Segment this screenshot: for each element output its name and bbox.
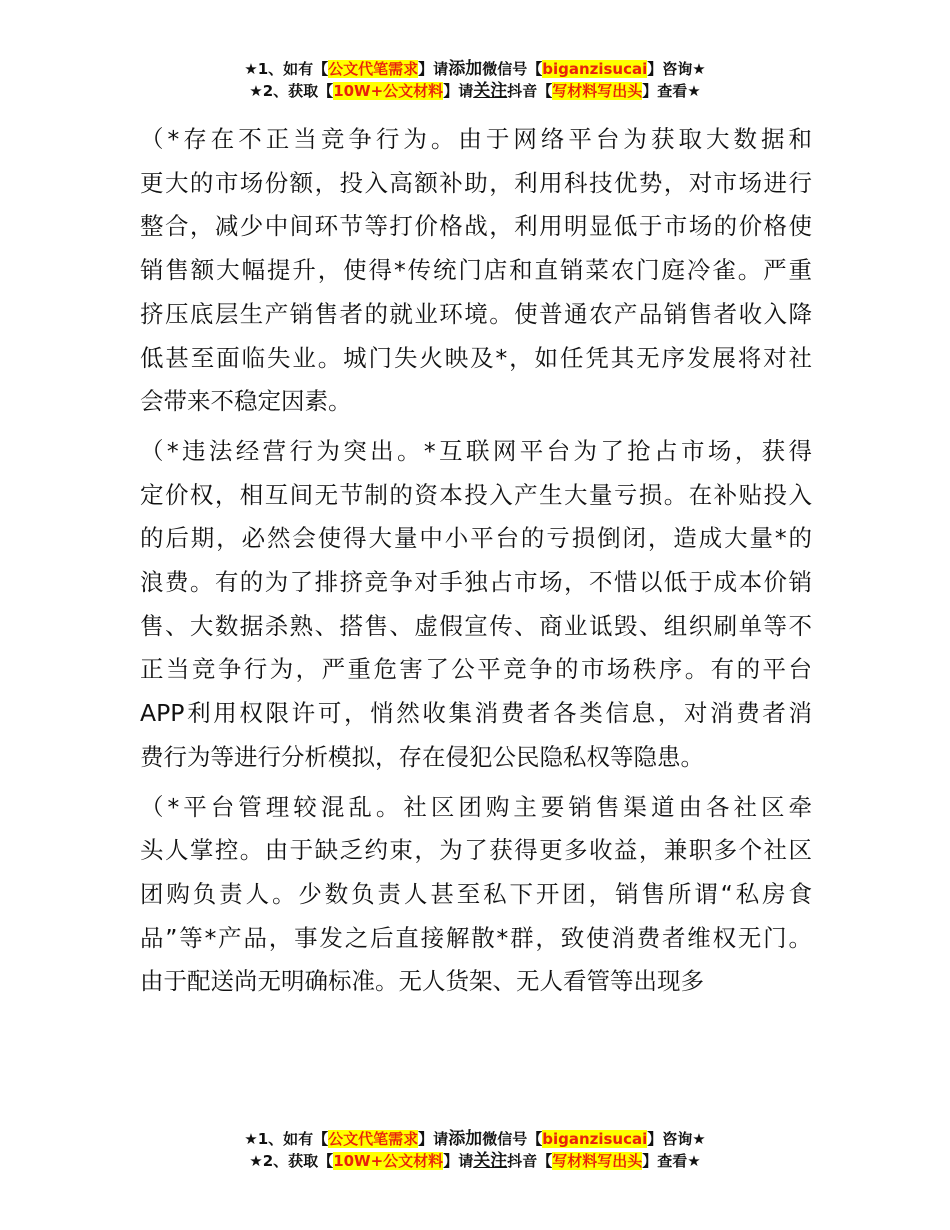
paragraph-unfair-competition: （*存在不正当竞争行为。由于网络平台为获取大数据和 更大的市场份额，投入高额补助，利用科技优势，对市场进行 整合，减少中间环节等打价格战，利用明显低于市场的价格使 销售额大幅提升，使得*传统门店和直销菜农门庭冷雀。严重 挤压底层生产销售者的就业环境。使普通农产品销售者收入降 低甚至面临失业。城门失火映及*，如任凭其无序发展将对社 会带来不稳定因素。 bbox=[140, 125, 812, 416]
highlight-wechat-id: biganzisucai bbox=[542, 1130, 648, 1148]
banner-line-2: ★2、获取【10W+公文材料】请关注抖音【写材料写出头】查看★ bbox=[249, 1151, 701, 1171]
banner-line-1: ★1、如有【公文代笔需求】请添加微信号【biganzisucai】咨询★ bbox=[244, 1129, 706, 1149]
highlight-materials: 10W+公文材料 bbox=[333, 1152, 444, 1170]
highlight-service: 公文代笔需求 bbox=[328, 60, 419, 78]
banner-line-1: ★1、如有【公文代笔需求】请添加微信号【biganzisucai】咨询★ bbox=[244, 59, 706, 79]
highlight-douyin: 写材料写出头 bbox=[552, 1152, 643, 1170]
highlight-wechat-id: biganzisucai bbox=[542, 60, 648, 78]
highlight-materials: 10W+公文材料 bbox=[333, 82, 444, 100]
paragraph-illegal-operation: （*违法经营行为突出。*互联网平台为了抢占市场，获得 定价权，相互间无节制的资本投入产生大量亏损。在补贴投入 的后期，必然会使得大量中小平台的亏损倒闭，造成大量*的 浪费。有的为了排挤竞争对手独占市场，不惜以低于成本价销 售、大数据杀熟、搭售、虚假宣传、商业诋毁、组织刷单等不 正当竞争行为，严重危害了公平竞争的市场秩序。有的平台 APP利用权限许可，悄然收集消费者各类信息，对消费者消 费行为等进行分析模拟，存在侵犯公民隐私权等隐患。 bbox=[140, 436, 812, 771]
document-body bbox=[140, 118, 812, 1004]
header-banner bbox=[0, 58, 950, 102]
paragraph-platform-management: （*平台管理较混乱。社区团购主要销售渠道由各社区牵 头人掌控。由于缺乏约束，为了获得更多收益，兼职多个社区 团购负责人。少数负责人甚至私下开团，销售所谓“私房食 品”等*产品，事发之后直接解散*群，致使消费者维权无门。 由于配送尚无明确标准。无人货架、无人看管等出现多 bbox=[140, 792, 812, 996]
highlight-service: 公文代笔需求 bbox=[328, 1130, 419, 1148]
highlight-douyin: 写材料写出头 bbox=[552, 82, 643, 100]
banner-line-2: ★2、获取【10W+公文材料】请关注抖音【写材料写出头】查看★ bbox=[249, 81, 701, 101]
footer-banner bbox=[0, 1128, 950, 1172]
